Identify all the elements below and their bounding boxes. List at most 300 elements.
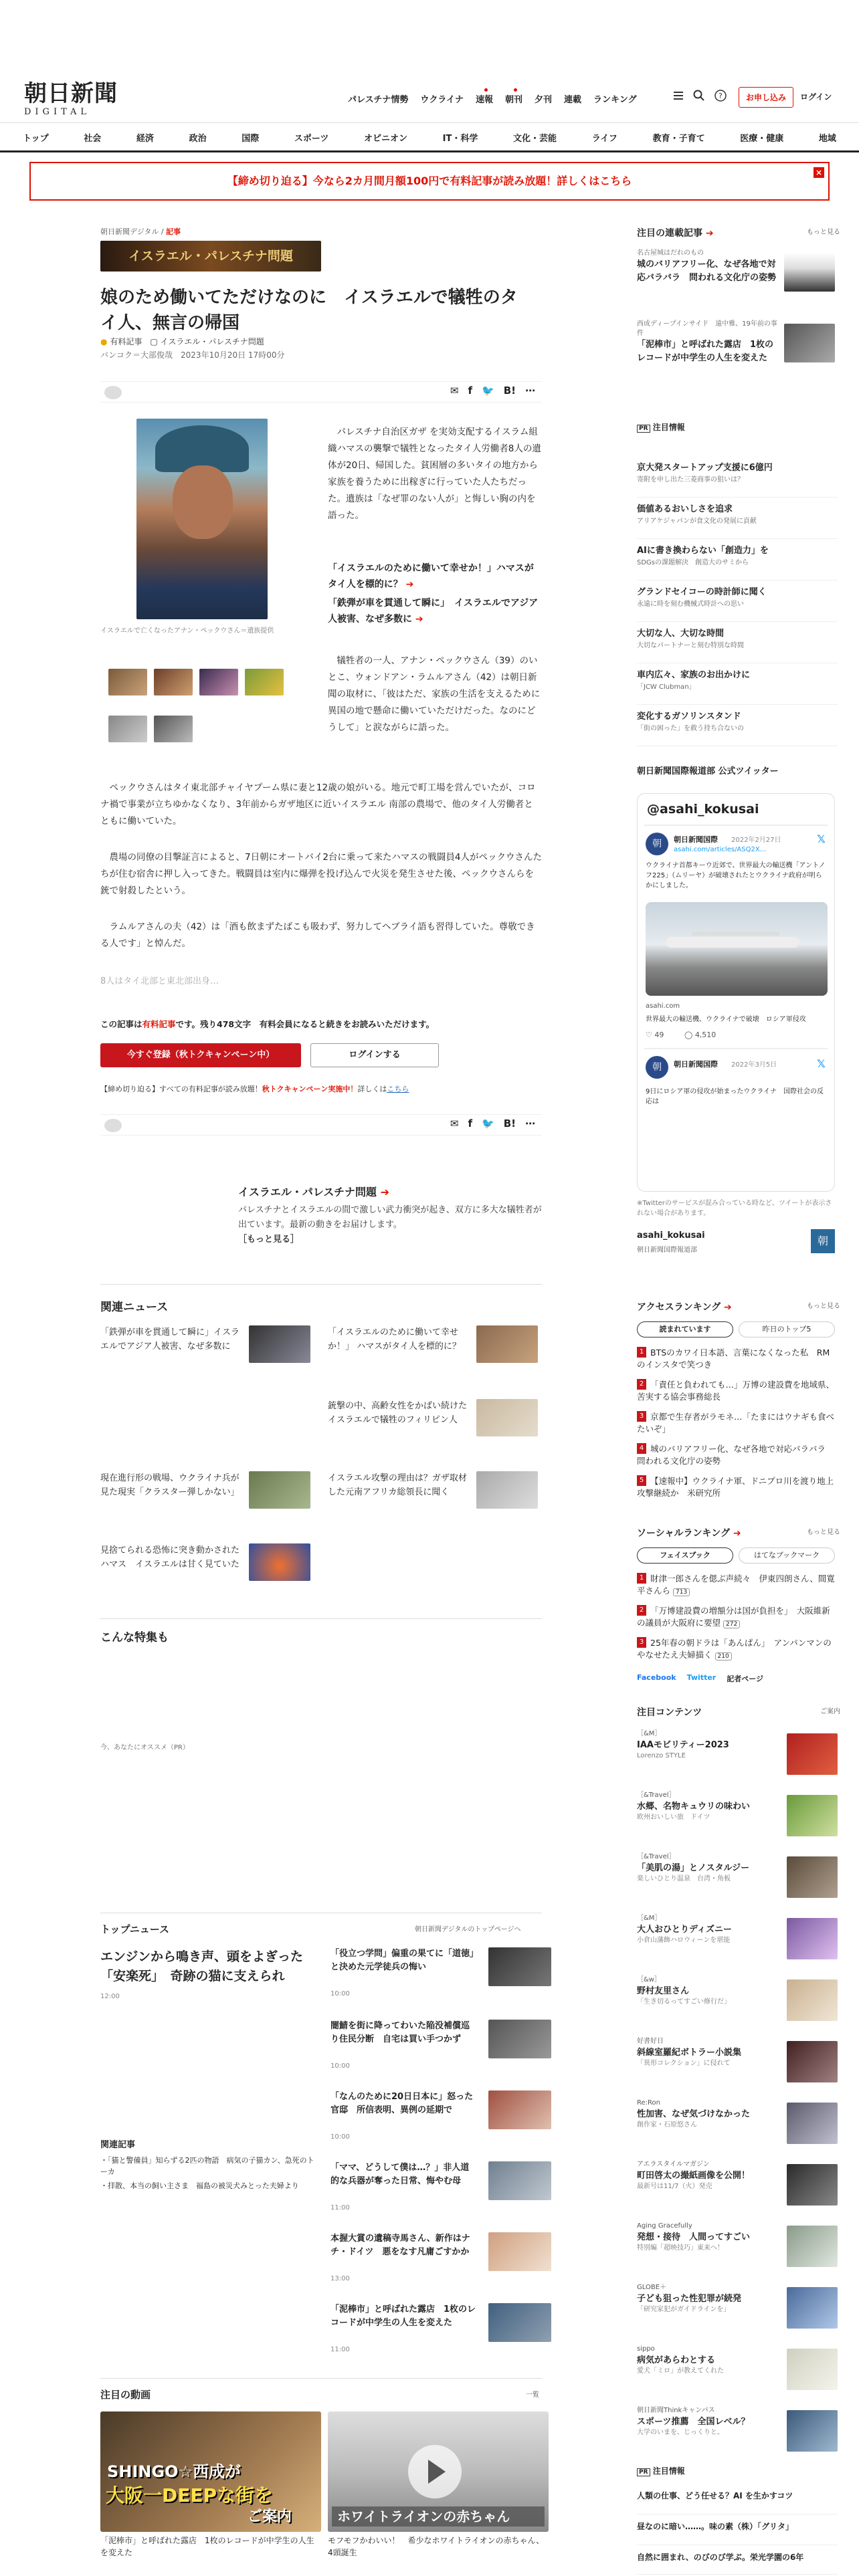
related-article[interactable]: ・「猫と警備員」知らずる2匹の物語 病気の子猫カン、急死のトーカ xyxy=(100,2156,314,2176)
rank-number: 1 xyxy=(637,1573,646,1584)
related-thumb xyxy=(476,1325,538,1363)
content-item[interactable] xyxy=(637,2406,838,2468)
topnews-time: 10:00 xyxy=(330,2062,350,2070)
close-icon[interactable]: × xyxy=(814,167,824,178)
videos-more[interactable]: 一覧 xyxy=(526,2391,539,2399)
facebook-icon[interactable]: f xyxy=(468,385,473,397)
category-item[interactable]: 医療・健康 xyxy=(740,134,784,144)
ranking-item[interactable] xyxy=(637,1443,838,1467)
topnews-title: 闇鯖を街に降ってわいた陥没補償巡り住民分断 自宅は買い手つかず xyxy=(330,2021,470,2044)
featured-heading xyxy=(637,226,840,239)
content-title: 大人おひとりディズニー xyxy=(637,1925,732,1935)
pr2-heading xyxy=(637,2465,840,2476)
content-sub: 「研究家犯がガイドラインを」 xyxy=(637,2306,731,2313)
pr-item[interactable] xyxy=(637,710,838,746)
content-title: 病気があらわとする xyxy=(637,2355,716,2365)
pr-item-title: 変化するガソリンスタンド xyxy=(637,712,741,722)
likes-count: 49 xyxy=(654,1031,664,1039)
category-item[interactable]: ライフ xyxy=(591,134,617,144)
more-link[interactable]: もっと見る xyxy=(807,229,840,236)
logo-jp: 朝日新聞 xyxy=(24,80,118,107)
related-thumb xyxy=(476,1471,538,1509)
content-sub: 大学のいまを、じっくりと。 xyxy=(637,2429,724,2436)
tweet-link[interactable]: asahi.com/articles/ASQ2X... xyxy=(674,846,767,853)
pr-item-title: AIに書き換わらない「創造力」を xyxy=(637,546,769,556)
nav-item[interactable]: 夕刊 xyxy=(535,95,553,105)
search-icon[interactable] xyxy=(693,90,705,102)
content-item[interactable] xyxy=(637,1852,838,1914)
topnews-thumb xyxy=(488,1947,551,1986)
thumb[interactable] xyxy=(199,669,238,695)
category-item[interactable]: 経済 xyxy=(136,134,154,144)
body-paragraph: 農場の同僚の目撃証言によると、7日朝にオートバイ2台に乗って来たハマスの戦闘員4人がペックウさんたちが住む宿舎に押し入ってきた。戦闘員は室内に爆弾を投げ込んで火災を発生させた後、ペックウさんらを銃で射殺したという。 xyxy=(100,852,542,896)
tweet-date: 2022年2月27日 xyxy=(731,837,781,844)
pr-item[interactable] xyxy=(637,586,838,622)
related-thumb xyxy=(249,1471,310,1509)
content-title: 子ども狙った性犯罪が続発 xyxy=(637,2294,742,2304)
content-thumb xyxy=(787,2041,838,2082)
content-thumb xyxy=(787,2103,838,2144)
top-nav xyxy=(348,92,637,105)
nav-item[interactable]: 速報 xyxy=(476,92,493,105)
mail-icon[interactable]: ✉ xyxy=(450,385,459,397)
category-item[interactable]: 文化・芸能 xyxy=(513,134,557,144)
pr-item-sub: 大切なパートナーと刻む特別な時間 xyxy=(637,642,744,649)
pr-item[interactable] xyxy=(637,461,838,498)
content-title: 野村友里さん xyxy=(637,1986,690,1996)
print-icon[interactable] xyxy=(104,1119,122,1132)
body-paragraph: 犠牲者の一人、アナン・ペックウさん（39）のいとこ、ウォンドアン・ラムルアさん（42）は朝日新聞の取材に、「彼はただ、家族の生活を支えるために異国の地で懸命に働いていただけだった。なのにどうして」と涙ながらに語った。 xyxy=(328,655,541,733)
thumb[interactable] xyxy=(245,669,284,695)
breadcrumb-home[interactable]: 朝日新聞デジタル xyxy=(100,227,159,236)
topnews-more[interactable]: 朝日新聞デジタルのトップページへ xyxy=(415,1926,521,1933)
menu-icon[interactable] xyxy=(673,90,684,101)
share-count: 272 xyxy=(723,1620,740,1628)
article-byline xyxy=(100,349,284,360)
related-inline-link[interactable] xyxy=(328,560,542,593)
series-link[interactable]: イスラエル・パレスチナ問題 xyxy=(160,337,264,346)
tab-read[interactable]: 読まれています xyxy=(637,1321,733,1337)
more-icon[interactable]: ⋯ xyxy=(525,385,535,397)
related-thumb xyxy=(249,1543,310,1581)
video-caption[interactable]: モフモフかわいい！ 希少なホワイトライオンの赤ちゃん、4頭誕生 xyxy=(328,2536,545,2557)
featured-title: 城のバリアフリー化、なぜ各地で対応バラバラ 問われる文化庁の姿勢 xyxy=(637,259,777,283)
pr2-item[interactable] xyxy=(637,2489,838,2514)
breadcrumb-category[interactable]: 記事 xyxy=(166,227,181,236)
related-item[interactable] xyxy=(100,1471,314,1518)
tweet-image[interactable] xyxy=(646,902,828,996)
pr2-item[interactable] xyxy=(637,2551,838,2575)
content-more[interactable]: ご案内 xyxy=(820,1708,840,1715)
banner-text: 【締め切り迫る】今なら2カ月間月額100円で有料記事が読み放題！詳しくはこちら xyxy=(227,175,632,187)
social-title: ソーシャルランキング xyxy=(637,1528,731,1539)
hatena-icon[interactable]: B! xyxy=(503,385,516,397)
twitter-account-name: 朝日新聞国際報道部 xyxy=(637,1247,697,1254)
content-sub: 「異形コレクション」に侵れて xyxy=(637,2060,731,2067)
content-thumb xyxy=(787,2287,838,2329)
pr-item-title: 車内広々、家族のお出かけに xyxy=(637,670,751,680)
content-title: 発想・接待 人間ってすごい xyxy=(637,2232,751,2242)
rank-title: 京都で生存者がラモネ…「たまにはウナギも食べたいぞ」 xyxy=(637,1412,835,1434)
content-item[interactable] xyxy=(637,2222,838,2283)
arrow-icon: ➔ xyxy=(705,228,714,239)
category-item[interactable]: オピニオン xyxy=(364,134,408,144)
content-category: ［&M］ xyxy=(637,1915,662,1922)
login-link[interactable]: ログイン xyxy=(800,92,832,102)
content-sub: 小倉山藩飾ハロウィーンを堪能 xyxy=(637,1937,731,1944)
divider xyxy=(100,1284,542,1285)
social-item[interactable] xyxy=(637,1637,838,1662)
faded-preview: 8人はタイ北部と東北部出身… xyxy=(100,976,219,986)
article-meta xyxy=(100,336,264,347)
content-item[interactable] xyxy=(637,2160,838,2222)
divider xyxy=(644,1048,828,1049)
thumb[interactable] xyxy=(108,669,147,695)
tweet-likes[interactable] xyxy=(646,1031,664,1039)
campaign-link[interactable]: こちら xyxy=(387,1085,409,1093)
divider xyxy=(100,1618,542,1619)
nav-item[interactable]: ランキング xyxy=(593,95,637,105)
content-category: sippo xyxy=(637,2345,655,2353)
body-paragraph: ペックウさんはタイ東北部チャイヤプーム県に妻と12歳の娘がいる。地元で町工場を営んでいたが、コロナ禍で事業が立ちゆかなくなり、3年前からガザ地区に近いイスラエル 南部の農場で、他のタイ人労働者とともに働いていた。 xyxy=(100,782,536,827)
content-item[interactable] xyxy=(637,1791,838,1852)
share-count: 210 xyxy=(715,1652,732,1660)
ranking-item[interactable] xyxy=(637,1379,838,1403)
topnews-heading: トップニュース xyxy=(100,1923,170,1935)
tab-facebook[interactable]: フェイスブック xyxy=(637,1547,733,1564)
article-photo[interactable] xyxy=(136,419,268,619)
face-shape xyxy=(173,465,233,539)
pr2-item[interactable] xyxy=(637,2520,838,2545)
category-item[interactable]: トップ xyxy=(23,134,49,144)
content-sub: 欧州おいしい旅 ドイツ xyxy=(637,1814,710,1821)
social-title-text: 財津一郎さんを偲ぶ声続々 伊東四朗さん、間寛平さんら xyxy=(637,1574,835,1596)
pr-item-title: 京大発スタートアップ支援に6億円 xyxy=(637,463,773,473)
divider xyxy=(644,825,828,826)
content-title: 斜線室羅紀ボトラー小説集 xyxy=(637,2048,742,2058)
pr-item-sub: 永遠に時を刻む機械式時計への思い xyxy=(637,601,744,608)
social-item[interactable] xyxy=(637,1573,838,1598)
category-item[interactable]: IT・科学 xyxy=(442,134,478,144)
share-count: 713 xyxy=(673,1588,690,1596)
nav-item[interactable]: ウクライナ xyxy=(420,95,464,105)
logo-en: DIGITAL xyxy=(24,107,91,117)
site-logo[interactable] xyxy=(24,82,118,117)
content-title: IAAモビリティー2023 xyxy=(637,1740,729,1750)
campaign-note-text: 【締め切り迫る】すべての有料記事が読み放題！ xyxy=(100,1085,262,1093)
twitter-handle[interactable]: @asahi_kokusai xyxy=(647,802,759,817)
content-item[interactable] xyxy=(637,2283,838,2345)
content-item[interactable] xyxy=(637,1914,838,1975)
pr-badge: PR xyxy=(637,2468,650,2476)
thumb[interactable] xyxy=(154,716,193,742)
pr-item[interactable] xyxy=(637,669,838,705)
subscribe-button[interactable]: お申し込み xyxy=(739,87,793,108)
category-item[interactable]: 教育・子育て xyxy=(652,134,705,144)
rank-number: 4 xyxy=(637,1443,646,1454)
content-category: ［&Travel］ xyxy=(637,1853,676,1860)
topnews-time: 10:00 xyxy=(330,1990,350,1998)
share-bar xyxy=(100,381,542,403)
content-sub: 楽しいひとり温泉 台湾・角板 xyxy=(637,1875,731,1883)
video-caption[interactable]: 「泥棒市」と呼ばれた露店 1枚のレコードが中学生の人生を変えた xyxy=(100,2536,314,2557)
rank-number: 3 xyxy=(637,1411,646,1422)
content-thumb xyxy=(787,2410,838,2452)
twitter-note: ※Twitterのサービスが混み合っている時など、ツイートが表示されない場合があります。 xyxy=(637,1200,832,1217)
pr-item[interactable] xyxy=(637,503,838,539)
pr-item-sub: アリアケジャパンが食文化の発展に貢献 xyxy=(637,518,757,525)
ranking-title: アクセスランキング xyxy=(637,1302,721,1313)
author[interactable]: バンコク＝大部俊哉 xyxy=(100,350,173,360)
video-overlay-text: ホワイトライオンの赤ちゃん xyxy=(332,2506,545,2527)
content-sub: 「生き切るってすごい修行だ」 xyxy=(637,1998,731,2006)
more-link[interactable]: もっと見る xyxy=(807,1529,840,1536)
video-thumb[interactable] xyxy=(100,2411,321,2532)
pr-item-sub: 「街の困った」を救う持ち合ないの xyxy=(637,725,744,732)
content-title: スポーツ推薦 全国レベル？ xyxy=(637,2417,750,2427)
pr-item-sub: SDGsの課題解決 創造大のサミから xyxy=(637,559,749,566)
related-item[interactable] xyxy=(328,1325,542,1372)
video-overlay-text: ご案内 xyxy=(248,2508,292,2525)
site-header xyxy=(0,70,859,123)
thumb[interactable] xyxy=(108,716,147,742)
pr-item-title: 大切な人、大切な時間 xyxy=(637,629,725,639)
paid-label: 有料記事 xyxy=(110,337,142,346)
series-box[interactable] xyxy=(238,1184,546,1247)
featured-item[interactable] xyxy=(637,249,835,285)
nav-item[interactable]: パレスチナ情勢 xyxy=(348,95,409,105)
related-article[interactable]: ・拝散、本当の飼い主さま 福島の被災犬みとった夫婦より xyxy=(100,2181,299,2190)
topnews-time: 10:00 xyxy=(330,2133,350,2141)
social-heading xyxy=(637,1526,840,1539)
tweet-card-site: asahi.com xyxy=(646,1002,680,1010)
login-button[interactable]: ログインする xyxy=(310,1043,439,1067)
pr-item-title: グランドセイコーの時計師に聞く xyxy=(637,587,767,597)
nav-item[interactable]: 連載 xyxy=(564,95,582,105)
paywall-text: この記事は xyxy=(100,1019,142,1029)
featured-thumb xyxy=(784,324,835,362)
retweet-count: 4,510 xyxy=(694,1031,717,1039)
pr-item[interactable] xyxy=(637,627,838,663)
content-item[interactable] xyxy=(637,2345,838,2406)
flag-icon: ▢ xyxy=(150,337,158,346)
rank-title: 「責任と負われても…」万博の建設費を地域県、苦実する協会事務総長 xyxy=(637,1380,835,1402)
content-item[interactable] xyxy=(637,2037,838,2099)
content-item[interactable] xyxy=(637,2099,838,2160)
special-heading: こんな特集も xyxy=(100,1631,169,1644)
topnews-thumb xyxy=(488,2232,551,2271)
related-item[interactable] xyxy=(100,1543,314,1590)
arrow-icon: ➔ xyxy=(405,579,414,590)
tweet-retweets[interactable] xyxy=(684,1031,716,1039)
arrow-icon: ➔ xyxy=(733,1528,741,1539)
heart-icon: ♡ xyxy=(646,1031,652,1039)
rank-number: 3 xyxy=(637,1637,646,1648)
pr-item[interactable] xyxy=(637,544,838,580)
social-title-text: 「万博建設費の増額分は国が負担を」 大阪維新の議員が大阪府に要望 xyxy=(637,1606,830,1628)
related-link-text: 「イスラエルのために働いて幸せか！」ハマスがタイ人を標的に？ xyxy=(328,563,534,590)
featured-item[interactable] xyxy=(637,320,835,365)
facebook-icon[interactable]: f xyxy=(468,1117,473,1130)
content-thumb xyxy=(787,2226,838,2267)
series-title: イスラエル・パレスチナ問題 xyxy=(238,1186,377,1198)
content-category: ［&Travel］ xyxy=(637,1792,676,1799)
avatar[interactable]: 朝 xyxy=(646,833,668,855)
topnews-lead[interactable]: エンジンから鳴き声、頭をよぎった「安楽死」 奇跡の猫に支えられ xyxy=(100,1949,304,1983)
comment-icon: ◯ xyxy=(684,1031,693,1039)
tweet-date: 2022年3月5日 xyxy=(731,1061,777,1069)
page-title: 娘のため働いてただけなのに イスラエルで犠牲のタイ人、無言の帰国 xyxy=(100,288,518,333)
category-nav xyxy=(0,123,859,152)
help-icon[interactable] xyxy=(714,90,727,102)
lock-icon: ● xyxy=(100,337,108,346)
featured-series: 名古屋城はだれのもの xyxy=(637,249,704,257)
ranking-item[interactable] xyxy=(637,1347,838,1371)
tab-hatena[interactable]: はてなブックマーク xyxy=(739,1547,835,1564)
x-logo-icon: 𝕏 xyxy=(817,833,826,845)
topnews-thumb xyxy=(488,2303,551,2342)
category-item[interactable]: 国際 xyxy=(242,134,260,144)
photo-thumbs xyxy=(108,716,193,742)
campaign-note-rest: 詳しくは xyxy=(357,1085,387,1093)
videos-heading: 注目の動画 xyxy=(100,2389,151,2401)
campaign-banner[interactable] xyxy=(29,162,830,201)
play-icon[interactable] xyxy=(408,2445,462,2498)
twitter-account[interactable]: asahi_kokusai xyxy=(637,1230,705,1241)
twitter-heading: 朝日新聞国際報道部 公式ツイッター xyxy=(637,766,779,776)
pr2-text: 昼なのに暗い……。味の素（株）「グリタ」 xyxy=(637,2522,794,2531)
series-tag-banner[interactable]: イスラエル・パレスチナ問題 xyxy=(100,241,321,272)
rank-title: 【速報中】ウクライナ軍、ドニプロ川を渡り地上攻撃継続か 米研究所 xyxy=(637,1476,834,1498)
hatena-icon[interactable]: B! xyxy=(503,1117,516,1130)
print-icon[interactable] xyxy=(104,386,122,399)
topnews-lead-time: 12:00 xyxy=(100,1993,120,2000)
content-category: ［&M］ xyxy=(637,1730,662,1737)
ranking-tabs xyxy=(637,1321,835,1337)
twitter-icon[interactable]: 🐦 xyxy=(482,1117,494,1130)
tweet-author: 朝日新聞国際 xyxy=(674,835,718,844)
twitter-icon[interactable]: 🐦 xyxy=(482,385,494,397)
featured-title: 注目の連載記事 xyxy=(637,228,702,239)
content-sub: 創作家・石原悠さん xyxy=(637,2121,697,2129)
related-inline-link[interactable] xyxy=(328,595,542,627)
content-title: 注目コンテンツ xyxy=(637,1707,702,1718)
avatar[interactable]: 朝 xyxy=(646,1056,668,1079)
more-icon[interactable]: ⋯ xyxy=(525,1117,535,1130)
video-thumb[interactable] xyxy=(328,2411,549,2532)
avatar[interactable]: 朝 xyxy=(811,1229,835,1253)
rank-number: 1 xyxy=(637,1347,646,1358)
recommend-label: 今、あなたにオススメ（PR） xyxy=(100,1744,189,1751)
related-item[interactable] xyxy=(328,1471,542,1518)
series-text: パレスチナとイスラエルの間で激しい武力衝突が起き、双方に多大な犠牲者が出ています。最新の動きをお届けします。 xyxy=(238,1205,542,1230)
content-thumb xyxy=(787,1795,838,1836)
twitter-embed[interactable] xyxy=(637,793,835,1192)
reporter-link[interactable]: 記者ページ xyxy=(727,1675,763,1683)
video-overlay-text: 大阪一DEEPな街を xyxy=(106,2484,274,2506)
category-item[interactable]: 政治 xyxy=(189,134,207,144)
rank-number: 5 xyxy=(637,1475,646,1486)
pr-item-sub: 寄附を申し出た三菱商事の狙いは？ xyxy=(637,476,744,484)
related-thumb xyxy=(476,1399,538,1436)
content-item[interactable] xyxy=(637,1729,838,1791)
series-more[interactable]: ［もっと見る］ xyxy=(238,1235,300,1245)
rank-title: BTSのカワイ日本語、言葉になくなった私 RMのインスタで笑つき xyxy=(637,1348,830,1370)
related-article-text: 拝散、本当の飼い主さま 福島の被災犬みとった夫婦より xyxy=(108,2181,299,2190)
facebook-link[interactable]: Facebook xyxy=(637,1673,676,1682)
tab-yesterday[interactable]: 昨日のトップ5 xyxy=(739,1321,835,1337)
share-bar-bottom xyxy=(100,1114,542,1136)
topnews-title: 「ママ、どうして僕は…？」非人道的な兵器が奪った日常、悔やむ母 xyxy=(330,2163,470,2186)
paywall-rest: です。残り478文字 有料会員になると続きをお読みいただけます。 xyxy=(175,1019,435,1029)
content-sub: 愛犬「ミロ」が教えてくれた xyxy=(637,2367,724,2375)
more-link[interactable]: もっと見る xyxy=(807,1303,840,1310)
related-news-heading: 関連ニュース xyxy=(100,1301,169,1314)
content-category: GLOBE＋ xyxy=(637,2284,667,2291)
pr-item-sub: 「JCW Clubman」 xyxy=(637,683,696,691)
featured-series: 西成ディープインサイド 遠中雅、19年前の事件 xyxy=(637,320,777,337)
campaign-note-red: 秋トクキャンペーン実施中！ xyxy=(262,1085,358,1093)
content-category: アエラスタイルマガジン xyxy=(637,2161,710,2168)
content-title: 性加害、なぜ気づけなかった xyxy=(637,2109,751,2119)
ranking-item[interactable] xyxy=(637,1475,838,1499)
ranking-heading xyxy=(637,1300,840,1313)
tweet-text: 9日にロシア軍の侵攻が始まったウクライナ 国際社会の反応は xyxy=(646,1088,824,1105)
category-item[interactable]: 社会 xyxy=(84,134,102,144)
topnews-title: 「なんのために20日日本に」怒った官邸 所信表明、異例の延期で xyxy=(330,2092,474,2115)
related-item[interactable] xyxy=(100,1325,314,1372)
topnews-title: 「泥棒市」と呼ばれた露店 1枚のレコードが中学生の人生を変えた xyxy=(330,2304,476,2328)
campaign-note xyxy=(100,1083,409,1094)
body-paragraph: パレスチナ自治区ガザ を実効支配するイスラム組織ハマスの襲撃で犠牲となったタイ人労働者8人の遺体が20日、帰国した。貧困層の多いタイの地方から家族を養うために出稼ぎに行っていた人たちだった。遺族は「なぜ罪のない人が」と悔しい胸の内を語った。 xyxy=(328,427,541,521)
paywall-notice xyxy=(100,1018,434,1030)
content-category: ［&w］ xyxy=(637,1976,661,1983)
social-item[interactable] xyxy=(637,1605,838,1630)
topnews-thumb xyxy=(488,2090,551,2129)
mail-icon[interactable]: ✉ xyxy=(450,1117,459,1130)
paywall-red: 有料記事 xyxy=(142,1019,176,1029)
nav-item[interactable]: 朝刊 xyxy=(505,92,522,105)
rank-title: 城のバリアフリー化、なぜ各地で対応バラバラ 問われる文化庁の姿勢 xyxy=(637,1444,834,1466)
content-thumb xyxy=(787,2164,838,2206)
breadcrumb: 朝日新聞デジタル / 記事 xyxy=(100,227,181,236)
content-thumb xyxy=(787,1856,838,1898)
content-sub: Lorenzo STYLE xyxy=(637,1752,686,1759)
x-logo-icon: 𝕏 xyxy=(817,1057,826,1070)
content-thumb xyxy=(787,1733,838,1775)
tweet-author: 朝日新聞国際 xyxy=(674,1060,718,1069)
content-thumb xyxy=(787,2349,838,2390)
content-item[interactable] xyxy=(637,1975,838,2037)
featured-thumb xyxy=(784,253,835,292)
header-icons xyxy=(673,90,727,102)
publish-date: 2023年10月20日 17時00分 xyxy=(181,350,285,360)
twitter-link[interactable]: Twitter xyxy=(686,1673,717,1682)
thumb[interactable] xyxy=(154,669,193,695)
related-item[interactable] xyxy=(328,1399,542,1446)
ranking-item[interactable] xyxy=(637,1411,838,1435)
tweet-card-title[interactable]: 世界最大の輸送機、ウクライナで破壊 ロシア軍侵攻 xyxy=(646,1016,806,1023)
topnews-title: 「役立つ学問」偏重の果てに「道徳」と決めた元学徒兵の悔い xyxy=(330,1949,474,1972)
register-button[interactable]: 今すぐ登録（秋トクキャンペーン中） xyxy=(100,1043,301,1067)
arrow-icon: ➔ xyxy=(415,614,423,625)
content-category: Re:Ron xyxy=(637,2099,660,2107)
category-item[interactable]: スポーツ xyxy=(294,134,329,144)
content-category: 好書好日 xyxy=(637,2038,664,2045)
category-item[interactable]: 地域 xyxy=(818,134,836,144)
related-article-text: 「猫と警備員」知らずる2匹の物語 病気の子猫カン、急死のトーカ xyxy=(100,2156,314,2176)
content-category: 朝日新聞Thinkキャンパス xyxy=(637,2407,715,2414)
